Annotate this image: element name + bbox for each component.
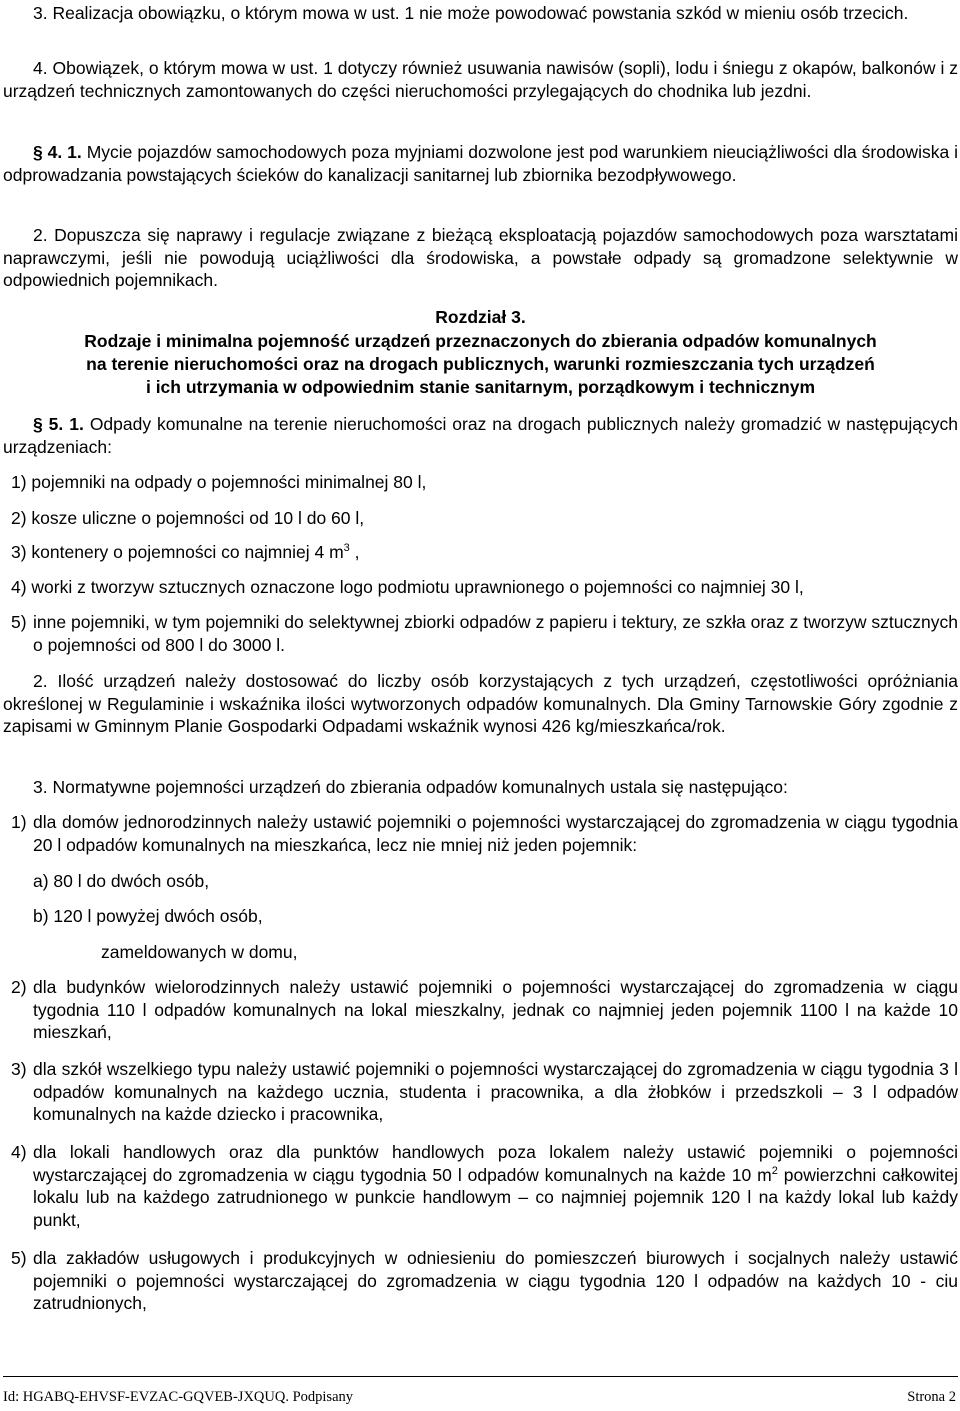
section-5-intro: Odpady komunalne na terenie nieruchomości oraz na drogach publicznych należy gromadzić w następujących urządzeniach:: [3, 414, 958, 457]
paragraph-3-realizacja: 3. Realizacja obowiązku, o którym mowa w ust. 1 nie może powodować powstania szkód w mieniu osób trzecich.: [33, 3, 909, 23]
norm-item-1: 1) dla domów jednorodzinnych należy ustawić pojemniki o pojemności wystarczającej do zgromadzenia w ciągu tygodnia 20 l odpadów komunalnych na mieszkańca, lecz nie mniej niż jeden pojemnik:: [11, 812, 958, 855]
list-item-4: 4) worki z tworzyw sztucznych oznaczone logo podmiotu uprawnionego o pojemności co najmniej 30 l,: [11, 577, 804, 597]
list-item-3: 3) kontenery o pojemności co najmniej 4 $m^3$ ,: [11, 542, 360, 562]
section-4-p1-text: Mycie pojazdów samochodowych poza myjniami dozwolone jest pod warunkiem nieuciążliwości dla środowiska i odprowadzania powstających ścieków do kanalizacji sanitarnej lub zbiornika bezodpływowego.: [3, 142, 958, 185]
footer-document-id: Id: HGABQ-EHVSF-EVZAC-GQVEB-JXQUQ. Podpisany: [3, 1389, 354, 1405]
paragraph-4-obowiazek: 4. Obowiązek, o którym mowa w ust. 1 dotyczy również usuwania nawisów (sopli), lodu i śniegu z okapów, balkonów i z urządzeń technicznych zamontowanych do części nieruchomości przylegających do chodnika lub jezdni.: [3, 58, 958, 101]
norm-item-1-b: b) 120 l powyżej dwóch osób,: [33, 906, 263, 926]
chapter-title-line-1: Rodzaje i minimalna pojemność urządzeń przeznaczonych do zbierania odpadów komunalnych: [84, 331, 877, 351]
section-5-paragraph-3: 3. Normatywne pojemności urządzeń do zbierania odpadów komunalnych ustala się następująco:: [33, 777, 788, 797]
footer-divider: [3, 1376, 958, 1377]
chapter-title-line-3: i ich utrzymania w odpowiednim stanie sanitarnym, porządkowym i technicznym: [145, 377, 816, 397]
superscript-3: 3: [343, 542, 350, 555]
norm-item-2: 2) dla budynków wielorodzinnych należy ustawić pojemniki o pojemności wystarczającej do zgromadzenia w ciągu tygodnia 110 l odpadów komunalnych na lokal mieszkalny, jednak co najmniej jeden pojemnik 1100 l na każde 10 mieszkań,: [11, 977, 958, 1043]
norm-item-3: 3) dla szkół wszelkiego typu należy ustawić pojemniki o pojemności wystarczającej do zgromadzenia w ciągu tygodnia 3 l odpadów komunalnych na każdego ucznia, studenta i pracownika, a dla żłobków i przedszkoli – 3 l odpadów komunalnych na każde dziecko i pracownika,: [11, 1059, 958, 1125]
section-5-label: § 5. 1.: [33, 414, 84, 434]
norm-item-4: 4) dla lokali handlowych oraz dla punktów handlowych poza lokalem należy ustawić pojemniki o pojemności wystarczającej do zgromadzenia w ciągu tygodnia 50 l odpadów komunalnych na każde 10 $m^2$ powierzchni całkowitej lokalu lub na każdego zatrudnionego w punkcie handlowym – co najmniej pojemnik 120 l na każdy lokal lub każdy punkt,: [11, 1142, 958, 1230]
section-5-paragraph-2: 2. Ilość urządzeń należy dostosować do liczby osób korzystających z tych urządzeń, częstotliwości opróżniania określonej w Regulaminie i wskaźnika ilości wytworzonych odpadów komunalnych. Dla Gminy Tarnowskie Góry zgodnie z zapisami w Gminnym Planie Gospodarki Odpadami wskaźnik wynosi 426 kg/mieszkańca/rok.: [3, 671, 958, 737]
superscript-2: 2: [771, 1164, 778, 1177]
section-4-paragraph-1: [3, 141, 958, 186]
norm-item-1-a: a) 80 l do dwóch osób,: [33, 871, 210, 891]
chapter-title-line-2: na terenie nieruchomości oraz na drogach publicznych, warunki rozmieszczania tych urządzeń: [86, 354, 875, 374]
norm-item-5: 5) dla zakładów usługowych i produkcyjnych w odniesieniu do pomieszczeń biurowych i socjalnych należy ustawić pojemniki o pojemności wystarczającej do zgromadzenia w ciągu tygodnia 120 l odpadów na każdych 10 - ciu zatrudnionych,: [11, 1248, 958, 1314]
norm-item-1-c: zameldowanych w domu,: [101, 942, 298, 962]
footer-page-number: Strona 2: [907, 1389, 956, 1405]
section-4-label: § 4. 1.: [33, 142, 82, 162]
list-item-2: 2) kosze uliczne o pojemności od 10 l do 60 l,: [11, 508, 365, 528]
chapter-number: Rozdział 3.: [435, 307, 526, 327]
list-item-5: 5) inne pojemniki, w tym pojemniki do selektywnej zbiorki odpadów z papieru i tektury, ze szkła oraz z tworzyw sztucznych o pojemności od 800 l do 3000 l.: [11, 612, 958, 655]
list-item-1: 1) pojemniki na odpady o pojemności minimalnej 80 l,: [11, 472, 427, 492]
section-4-paragraph-2: 2. Dopuszcza się naprawy i regulacje związane z bieżącą eksploatacją pojazdów samochodowych poza warsztatami naprawczymi, jeśli nie powodują uciążliwości dla środowiska, a powstałe odpady są gromadzone selektywnie w odpowiednich pojemnikach.: [3, 225, 958, 291]
section-5-paragraph-1: [3, 413, 958, 458]
